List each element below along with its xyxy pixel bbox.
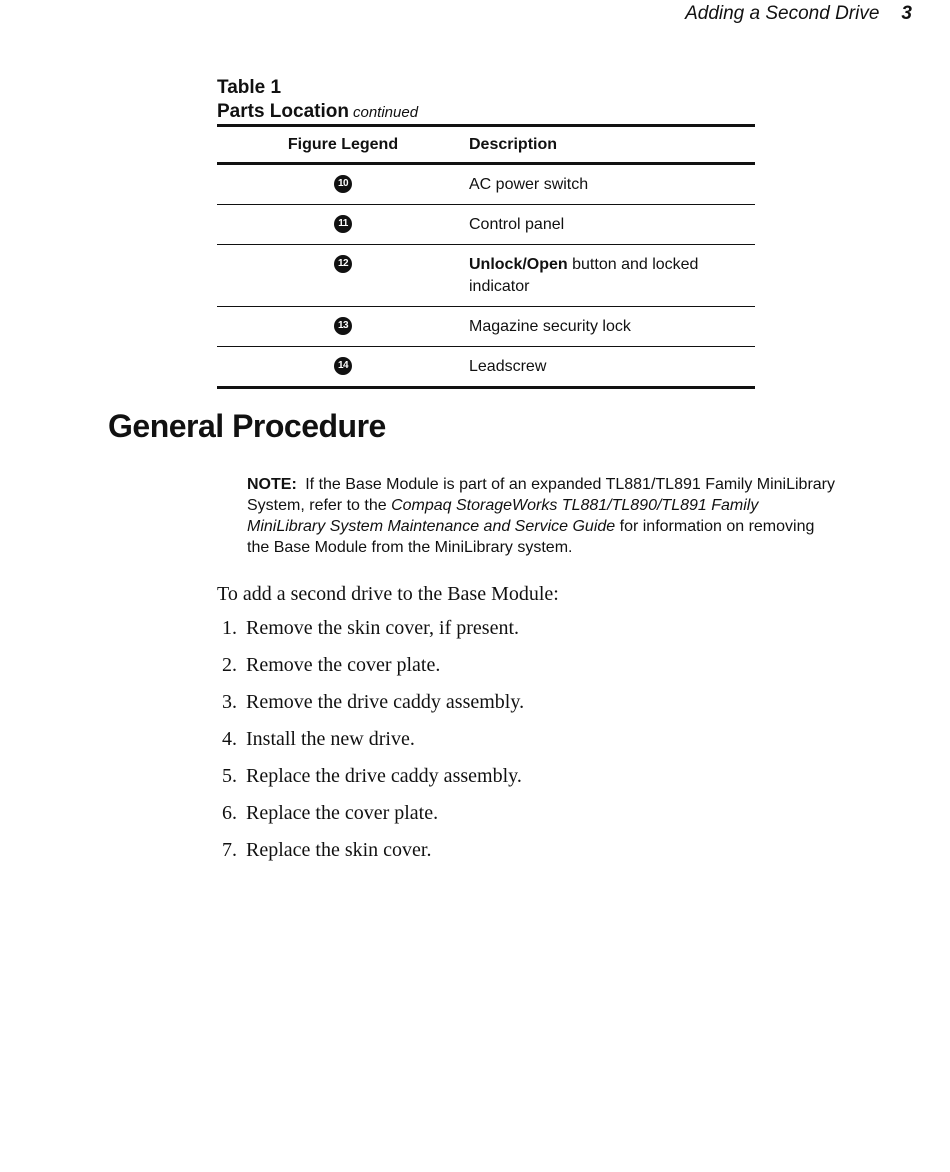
description-text: AC power switch bbox=[469, 176, 589, 193]
step-number: 2. bbox=[222, 654, 237, 676]
legend-cell bbox=[217, 205, 469, 245]
section-heading: General Procedure bbox=[108, 408, 386, 444]
note-label: NOTE: bbox=[247, 476, 297, 493]
step-number: 7. bbox=[222, 839, 237, 861]
legend-number-badge: 12 bbox=[334, 255, 352, 273]
note-text-before: If the Base Module is part of an expanded TL881/TL891 Family MiniLibrary System, refer to the bbox=[247, 476, 836, 514]
legend-cell bbox=[217, 347, 469, 388]
description-text: button and locked indicator bbox=[469, 256, 699, 295]
table-caption bbox=[217, 76, 418, 126]
table-row bbox=[217, 245, 755, 307]
running-header bbox=[685, 3, 912, 25]
list-item bbox=[222, 653, 524, 690]
description-text: Leadscrew bbox=[469, 358, 547, 375]
table-header-row bbox=[217, 126, 755, 164]
step-text: Replace the cover plate. bbox=[246, 802, 439, 824]
step-number: 6. bbox=[222, 802, 237, 824]
note-text-after: for information on removing the Base Module from the MiniLibrary system. bbox=[247, 518, 815, 556]
column-header-figure-legend: Figure Legend bbox=[287, 135, 399, 153]
table-row bbox=[217, 347, 755, 388]
description-cell bbox=[469, 307, 755, 347]
description-cell bbox=[469, 205, 755, 245]
table-row bbox=[217, 307, 755, 347]
description-cell bbox=[469, 245, 755, 307]
table-title-text: Parts Location bbox=[217, 101, 349, 122]
legend-cell bbox=[217, 164, 469, 205]
step-text: Install the new drive. bbox=[246, 728, 415, 750]
table-row bbox=[217, 205, 755, 245]
step-text: Replace the drive caddy assembly. bbox=[246, 765, 522, 787]
list-item bbox=[222, 764, 524, 801]
step-text: Remove the drive caddy assembly. bbox=[246, 691, 525, 713]
procedure-steps bbox=[222, 616, 524, 875]
legend-number-badge: 13 bbox=[334, 317, 352, 335]
description-bold-text: Unlock/Open bbox=[469, 256, 568, 273]
table-number: Table 1 bbox=[217, 77, 282, 98]
list-item bbox=[222, 690, 524, 727]
table-title bbox=[217, 99, 418, 126]
parts-location-table bbox=[217, 124, 755, 389]
page-number: 3 bbox=[901, 3, 912, 24]
list-item bbox=[222, 616, 524, 653]
description-text: Control panel bbox=[469, 216, 565, 233]
description-cell bbox=[469, 347, 755, 388]
step-text: Replace the skin cover. bbox=[246, 839, 432, 861]
description-text: Magazine security lock bbox=[469, 318, 631, 335]
list-item bbox=[222, 838, 524, 875]
legend-number-badge: 14 bbox=[334, 357, 352, 375]
step-number: 1. bbox=[222, 617, 237, 639]
note-block bbox=[247, 474, 837, 558]
legend-cell bbox=[217, 245, 469, 307]
procedure-intro: To add a second drive to the Base Module: bbox=[217, 583, 559, 605]
list-item bbox=[222, 801, 524, 838]
description-cell bbox=[469, 164, 755, 205]
table-continued-label: continued bbox=[352, 104, 419, 121]
list-item bbox=[222, 727, 524, 764]
legend-number-badge: 11 bbox=[334, 215, 352, 233]
step-number: 3. bbox=[222, 691, 237, 713]
step-number: 5. bbox=[222, 765, 237, 787]
step-text: Remove the cover plate. bbox=[246, 654, 441, 676]
step-number: 4. bbox=[222, 728, 237, 750]
legend-cell bbox=[217, 307, 469, 347]
column-header-description: Description bbox=[469, 135, 558, 153]
note-document-title: Compaq StorageWorks TL881/TL890/TL891 Family MiniLibrary System Maintenance and Service Guide bbox=[247, 497, 759, 535]
step-text: Remove the skin cover, if present. bbox=[246, 617, 520, 639]
running-title: Adding a Second Drive bbox=[685, 3, 880, 24]
legend-number-badge: 10 bbox=[334, 175, 352, 193]
table-row bbox=[217, 164, 755, 205]
